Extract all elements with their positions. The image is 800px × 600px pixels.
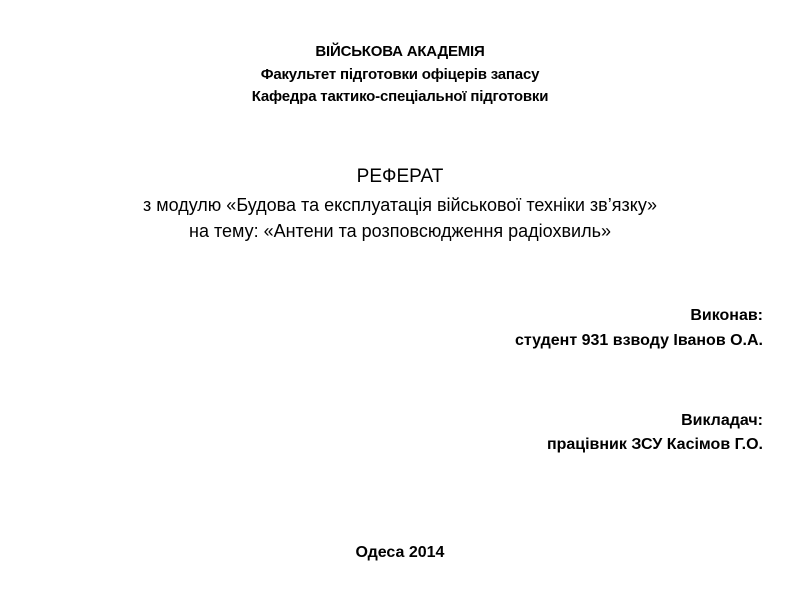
- city-year: Одеса 2014: [355, 544, 445, 561]
- module-line: з модулю «Будова та експлуатація військової техніки зв’язку»: [142, 195, 658, 215]
- department-name: Кафедра тактико-спеціальної підготовки: [251, 88, 549, 105]
- institution-name: ВІЙСЬКОВА АКАДЕМІЯ: [315, 43, 485, 60]
- faculty-name: Факультет підготовки офіцерів запасу: [260, 66, 540, 83]
- teacher-name: працівник ЗСУ Касімов Г.О.: [546, 436, 763, 453]
- author-label: Виконав:: [690, 307, 763, 324]
- topic-line: на тему: «Антени та розповсюдження радіохвиль»: [189, 221, 611, 241]
- teacher-label: Викладач:: [681, 412, 763, 429]
- author-name: студент 931 взводу Іванов О.А.: [514, 332, 763, 349]
- document-type: РЕФЕРАТ: [356, 166, 444, 187]
